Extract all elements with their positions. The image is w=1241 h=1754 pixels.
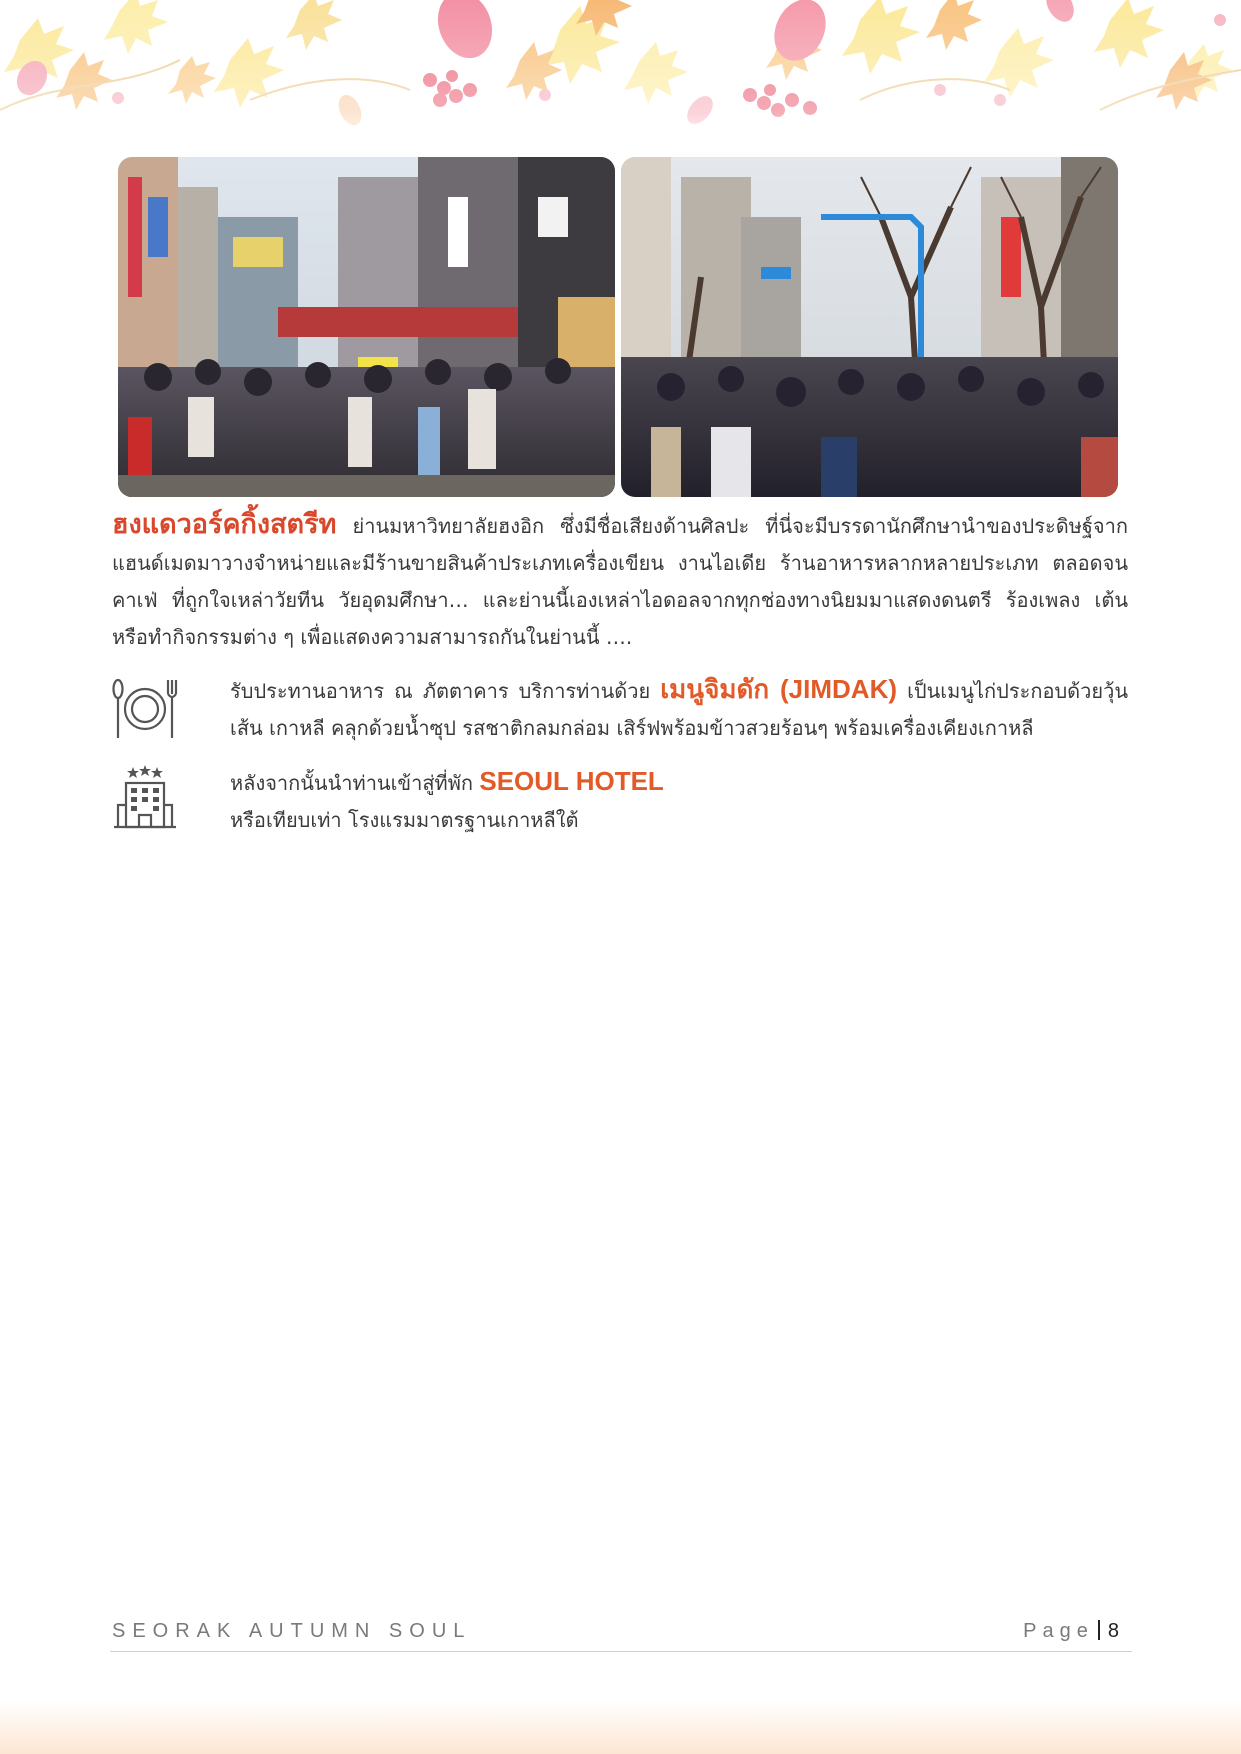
hongdae-walking-street-title: ฮงแดวอร์คกิ้งสตรีท <box>112 509 337 539</box>
meal-text-before: รับประทานอาหาร ณ ภัตตาคาร บริการท่านด้วย <box>230 679 661 703</box>
hongdae-street-photo-left <box>118 157 615 497</box>
hongdae-street-photo-right <box>621 157 1118 497</box>
autumn-leaves-banner <box>0 0 1241 150</box>
footer-divider <box>110 1651 1132 1652</box>
hotel-line-2: หรือเทียบเท่า โรงแรมมาตรฐานเกาหลีใต้ <box>230 808 579 832</box>
hotel-line-1 <box>230 763 1128 802</box>
intro-paragraph <box>112 506 1128 656</box>
intro-text: ย่านมหาวิทยาลัยฮงอิก ซึ่งมีชื่อเสียงด้านศิลปะ ที่นี่จะมีบรรดานักศึกษานำของประดิษฐ์จากแฮนด์เมดมาวางจำหน่ายและมีร้านขายสินค้าประเภทเครื่องเขียน งานไอเดีย ร้านอาหารหลากหลายประเภท ตลอดจนคาเฟ่ ที่ถูกใจเหล่าวัยทีน วัยอุดมศึกษา… และย่านนี้เองเหล่าไอดอลจากทุกช่องทางนิยมมาแสดงดนตรี ร้องเพลง เต้น หรือทำกิจกรรมต่าง ๆ เพื่อแสดงความสามารถกันในย่านนี้ …. <box>112 514 1128 649</box>
dinner-plate-icon <box>112 676 178 742</box>
page-number: 8 <box>1107 1620 1119 1642</box>
seoul-hotel-title: SEOUL HOTEL <box>479 766 664 796</box>
footer-page-indicator <box>1023 1620 1119 1643</box>
hotel-building-icon <box>112 765 178 831</box>
street-photos <box>118 157 1118 497</box>
meal-text-after: เป็นเมนูไก่ประกอบด้วยวุ้นเส้น เกาหลี คลุกด้วยน้ำซุป รสชาติกลมกล่อม เสิร์ฟพร้อมข้าวสวยร้อนๆ พร้อมเครื่องเคียงเกาหลี <box>230 679 1128 740</box>
hotel-text <box>230 763 1128 839</box>
page-separator <box>1098 1620 1100 1640</box>
meal-text <box>230 671 1128 747</box>
bottom-gradient-strip <box>0 1700 1241 1754</box>
jimdak-menu-title: เมนูจิมดัก (JIMDAK) <box>660 674 898 704</box>
page-label: Page <box>1023 1620 1094 1642</box>
footer-brand: SEORAK AUTUMN SOUL <box>112 1620 472 1642</box>
hotel-text-before: หลังจากนั้นนำท่านเข้าสู่ที่พัก <box>230 771 480 795</box>
